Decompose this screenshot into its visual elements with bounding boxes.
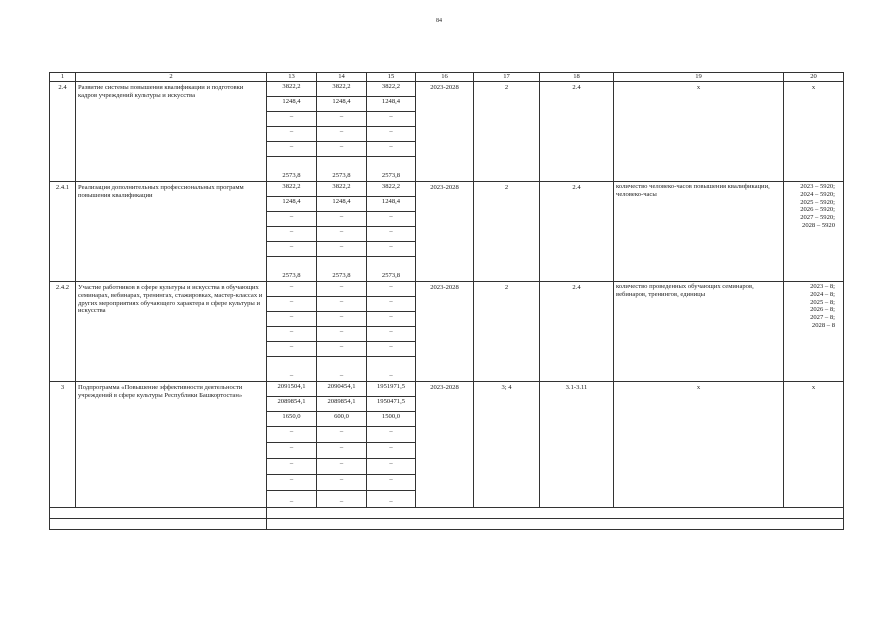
value-cell: – — [317, 327, 367, 342]
table-row — [50, 282, 844, 297]
value-cell: – — [367, 443, 416, 459]
value-cell: – — [267, 491, 317, 508]
value-cell: 1650,0 — [267, 412, 317, 427]
column-header-5: 15 — [367, 73, 416, 82]
row-number: 3 — [50, 382, 76, 508]
column-header-7: 17 — [474, 73, 540, 82]
footer-values-cell — [267, 508, 844, 519]
column-17-cell: 2 — [474, 282, 540, 382]
value-cell: 1248,4 — [317, 97, 367, 112]
value-cell: – — [317, 459, 367, 475]
value-cell: – — [367, 427, 416, 443]
value-cell: – — [317, 212, 367, 227]
header-row — [50, 73, 844, 82]
value-cell: – — [367, 127, 416, 142]
value-cell: – — [317, 297, 367, 312]
value-cell: – — [367, 142, 416, 157]
value-cell: – — [267, 112, 317, 127]
program-table — [49, 72, 844, 530]
value-cell: 1248,4 — [267, 197, 317, 212]
value-cell: 2090454,1 — [317, 382, 367, 397]
row-number: 2.4.2 — [50, 282, 76, 382]
value-cell: 3822,2 — [267, 182, 317, 197]
column-18-cell: 2.4 — [540, 82, 614, 182]
value-cell: – — [267, 282, 317, 297]
footer-label-cell — [50, 519, 267, 530]
column-17-cell: 2 — [474, 182, 540, 282]
row-number: 2.4.1 — [50, 182, 76, 282]
value-cell: – — [317, 427, 367, 443]
value-cell: – — [267, 127, 317, 142]
value-cell: 2573,8 — [267, 157, 317, 182]
value-cell: – — [267, 342, 317, 357]
target-line: 2025 – 8; — [810, 298, 835, 306]
target-line: 2028 – 5920 — [802, 221, 835, 229]
row-title: Развитие системы повышения квалификации и подготовки кадров учреждений культуры и искусства — [76, 82, 267, 182]
value-cell: – — [267, 475, 317, 491]
row-title: Участие работников в сфере культуры и искусства в обучающих семинарах, вебинарах, тренингах, стажировках, мастер-классах и других мероприятиях обучающего характера в сфере культуры и искусства — [76, 282, 267, 382]
value-cell: 3822,2 — [367, 182, 416, 197]
value-cell: – — [317, 491, 367, 508]
value-cell: – — [367, 491, 416, 508]
value-cell: – — [267, 142, 317, 157]
value-cell: – — [367, 297, 416, 312]
value-cell: – — [267, 242, 317, 257]
value-cell: – — [267, 327, 317, 342]
value-cell: – — [317, 312, 367, 327]
value-cell: – — [367, 357, 416, 382]
target-cell — [784, 382, 844, 508]
column-header-9: 19 — [614, 73, 784, 82]
value-cell: 600,0 — [317, 412, 367, 427]
value-cell: – — [367, 212, 416, 227]
row-title: Подпрограмма «Повышение эффективности деятельности учреждений в сфере культуры Республики Башкортостан» — [76, 382, 267, 508]
target-line: 2026 – 5920; — [800, 206, 835, 214]
period-cell: 2023-2028 — [416, 82, 474, 182]
target-line: 2028 – 8 — [811, 321, 835, 329]
target-cell — [784, 182, 844, 282]
column-17-cell: 3; 4 — [474, 382, 540, 508]
value-cell: – — [367, 282, 416, 297]
value-cell: – — [367, 459, 416, 475]
value-cell: 2573,8 — [317, 257, 367, 282]
indicator-cell: х — [614, 82, 784, 182]
value-cell: – — [317, 142, 367, 157]
footer-row — [50, 508, 844, 519]
footer-label-cell — [50, 508, 267, 519]
value-cell: 3822,2 — [317, 182, 367, 197]
value-cell: 1248,4 — [367, 97, 416, 112]
value-cell: 1951971,5 — [367, 382, 416, 397]
target-line: х — [811, 84, 816, 91]
value-cell: 1500,0 — [367, 412, 416, 427]
value-cell: – — [267, 443, 317, 459]
value-cell: 1248,4 — [267, 97, 317, 112]
value-cell: 2573,8 — [367, 157, 416, 182]
target-cell — [784, 282, 844, 382]
indicator-cell: х — [614, 382, 784, 508]
target-line: 2027 – 8; — [810, 314, 835, 322]
target-line: 2023 – 5920; — [800, 183, 835, 190]
page-number: 84 — [436, 18, 442, 24]
value-cell: – — [317, 443, 367, 459]
column-18-cell: 2.4 — [540, 182, 614, 282]
value-cell: – — [367, 227, 416, 242]
row-number: 2.4 — [50, 82, 76, 182]
column-header-10: 20 — [784, 73, 844, 82]
period-cell: 2023-2028 — [416, 282, 474, 382]
value-cell: 2089854,1 — [317, 397, 367, 412]
value-cell: – — [267, 297, 317, 312]
value-cell: – — [317, 342, 367, 357]
period-cell: 2023-2028 — [416, 382, 474, 508]
value-cell: – — [267, 459, 317, 475]
value-cell: – — [317, 127, 367, 142]
value-cell: 2089854,1 — [267, 397, 317, 412]
value-cell: – — [317, 475, 367, 491]
value-cell: 1248,4 — [367, 197, 416, 212]
column-18-cell: 3.1-3.11 — [540, 382, 614, 508]
value-cell: 3822,2 — [317, 82, 367, 97]
value-cell: – — [317, 227, 367, 242]
target-line: 2026 – 8; — [810, 306, 835, 314]
row-title: Реализация дополнительных профессиональных программ повышения квалификации — [76, 182, 267, 282]
indicator-cell: количество проведенных обучающих семинаров, вебинаров, тренингов, единицы — [614, 282, 784, 382]
value-cell: – — [367, 475, 416, 491]
value-cell: 2573,8 — [367, 257, 416, 282]
column-17-cell: 2 — [474, 82, 540, 182]
target-line: х — [811, 384, 816, 391]
value-cell: – — [267, 357, 317, 382]
value-cell: – — [267, 212, 317, 227]
target-cell — [784, 82, 844, 182]
value-cell: 3822,2 — [367, 82, 416, 97]
value-cell: 3822,2 — [267, 82, 317, 97]
column-header-4: 14 — [317, 73, 367, 82]
footer-row — [50, 519, 844, 530]
target-line: 2024 – 8; — [810, 290, 835, 298]
column-header-1: 1 — [50, 73, 76, 82]
value-cell: – — [267, 427, 317, 443]
value-cell: – — [317, 242, 367, 257]
target-line: 2024 – 5920; — [800, 190, 835, 198]
target-line: 2027 – 5920; — [800, 214, 835, 222]
value-cell: 1950471,5 — [367, 397, 416, 412]
value-cell: – — [367, 112, 416, 127]
indicator-cell: количество человеко-часов повышения квалификации, человеко-часы — [614, 182, 784, 282]
footer-values-cell — [267, 519, 844, 530]
period-cell: 2023-2028 — [416, 182, 474, 282]
table-row — [50, 82, 844, 97]
value-cell: – — [317, 357, 367, 382]
value-cell: 2091504,1 — [267, 382, 317, 397]
column-18-cell: 2.4 — [540, 282, 614, 382]
value-cell: 1248,4 — [317, 197, 367, 212]
table-row — [50, 382, 844, 397]
column-header-6: 16 — [416, 73, 474, 82]
value-cell: – — [267, 227, 317, 242]
target-line: 2023 – 8; — [810, 283, 835, 290]
value-cell: – — [367, 312, 416, 327]
value-cell: – — [267, 312, 317, 327]
value-cell: – — [367, 342, 416, 357]
value-cell: – — [367, 327, 416, 342]
table-row — [50, 182, 844, 197]
column-header-3: 13 — [267, 73, 317, 82]
value-cell: 2573,8 — [267, 257, 317, 282]
column-header-8: 18 — [540, 73, 614, 82]
column-header-2: 2 — [76, 73, 267, 82]
value-cell: – — [317, 282, 367, 297]
value-cell: – — [367, 242, 416, 257]
value-cell: 2573,8 — [317, 157, 367, 182]
target-line: 2025 – 5920; — [800, 198, 835, 206]
value-cell: – — [317, 112, 367, 127]
